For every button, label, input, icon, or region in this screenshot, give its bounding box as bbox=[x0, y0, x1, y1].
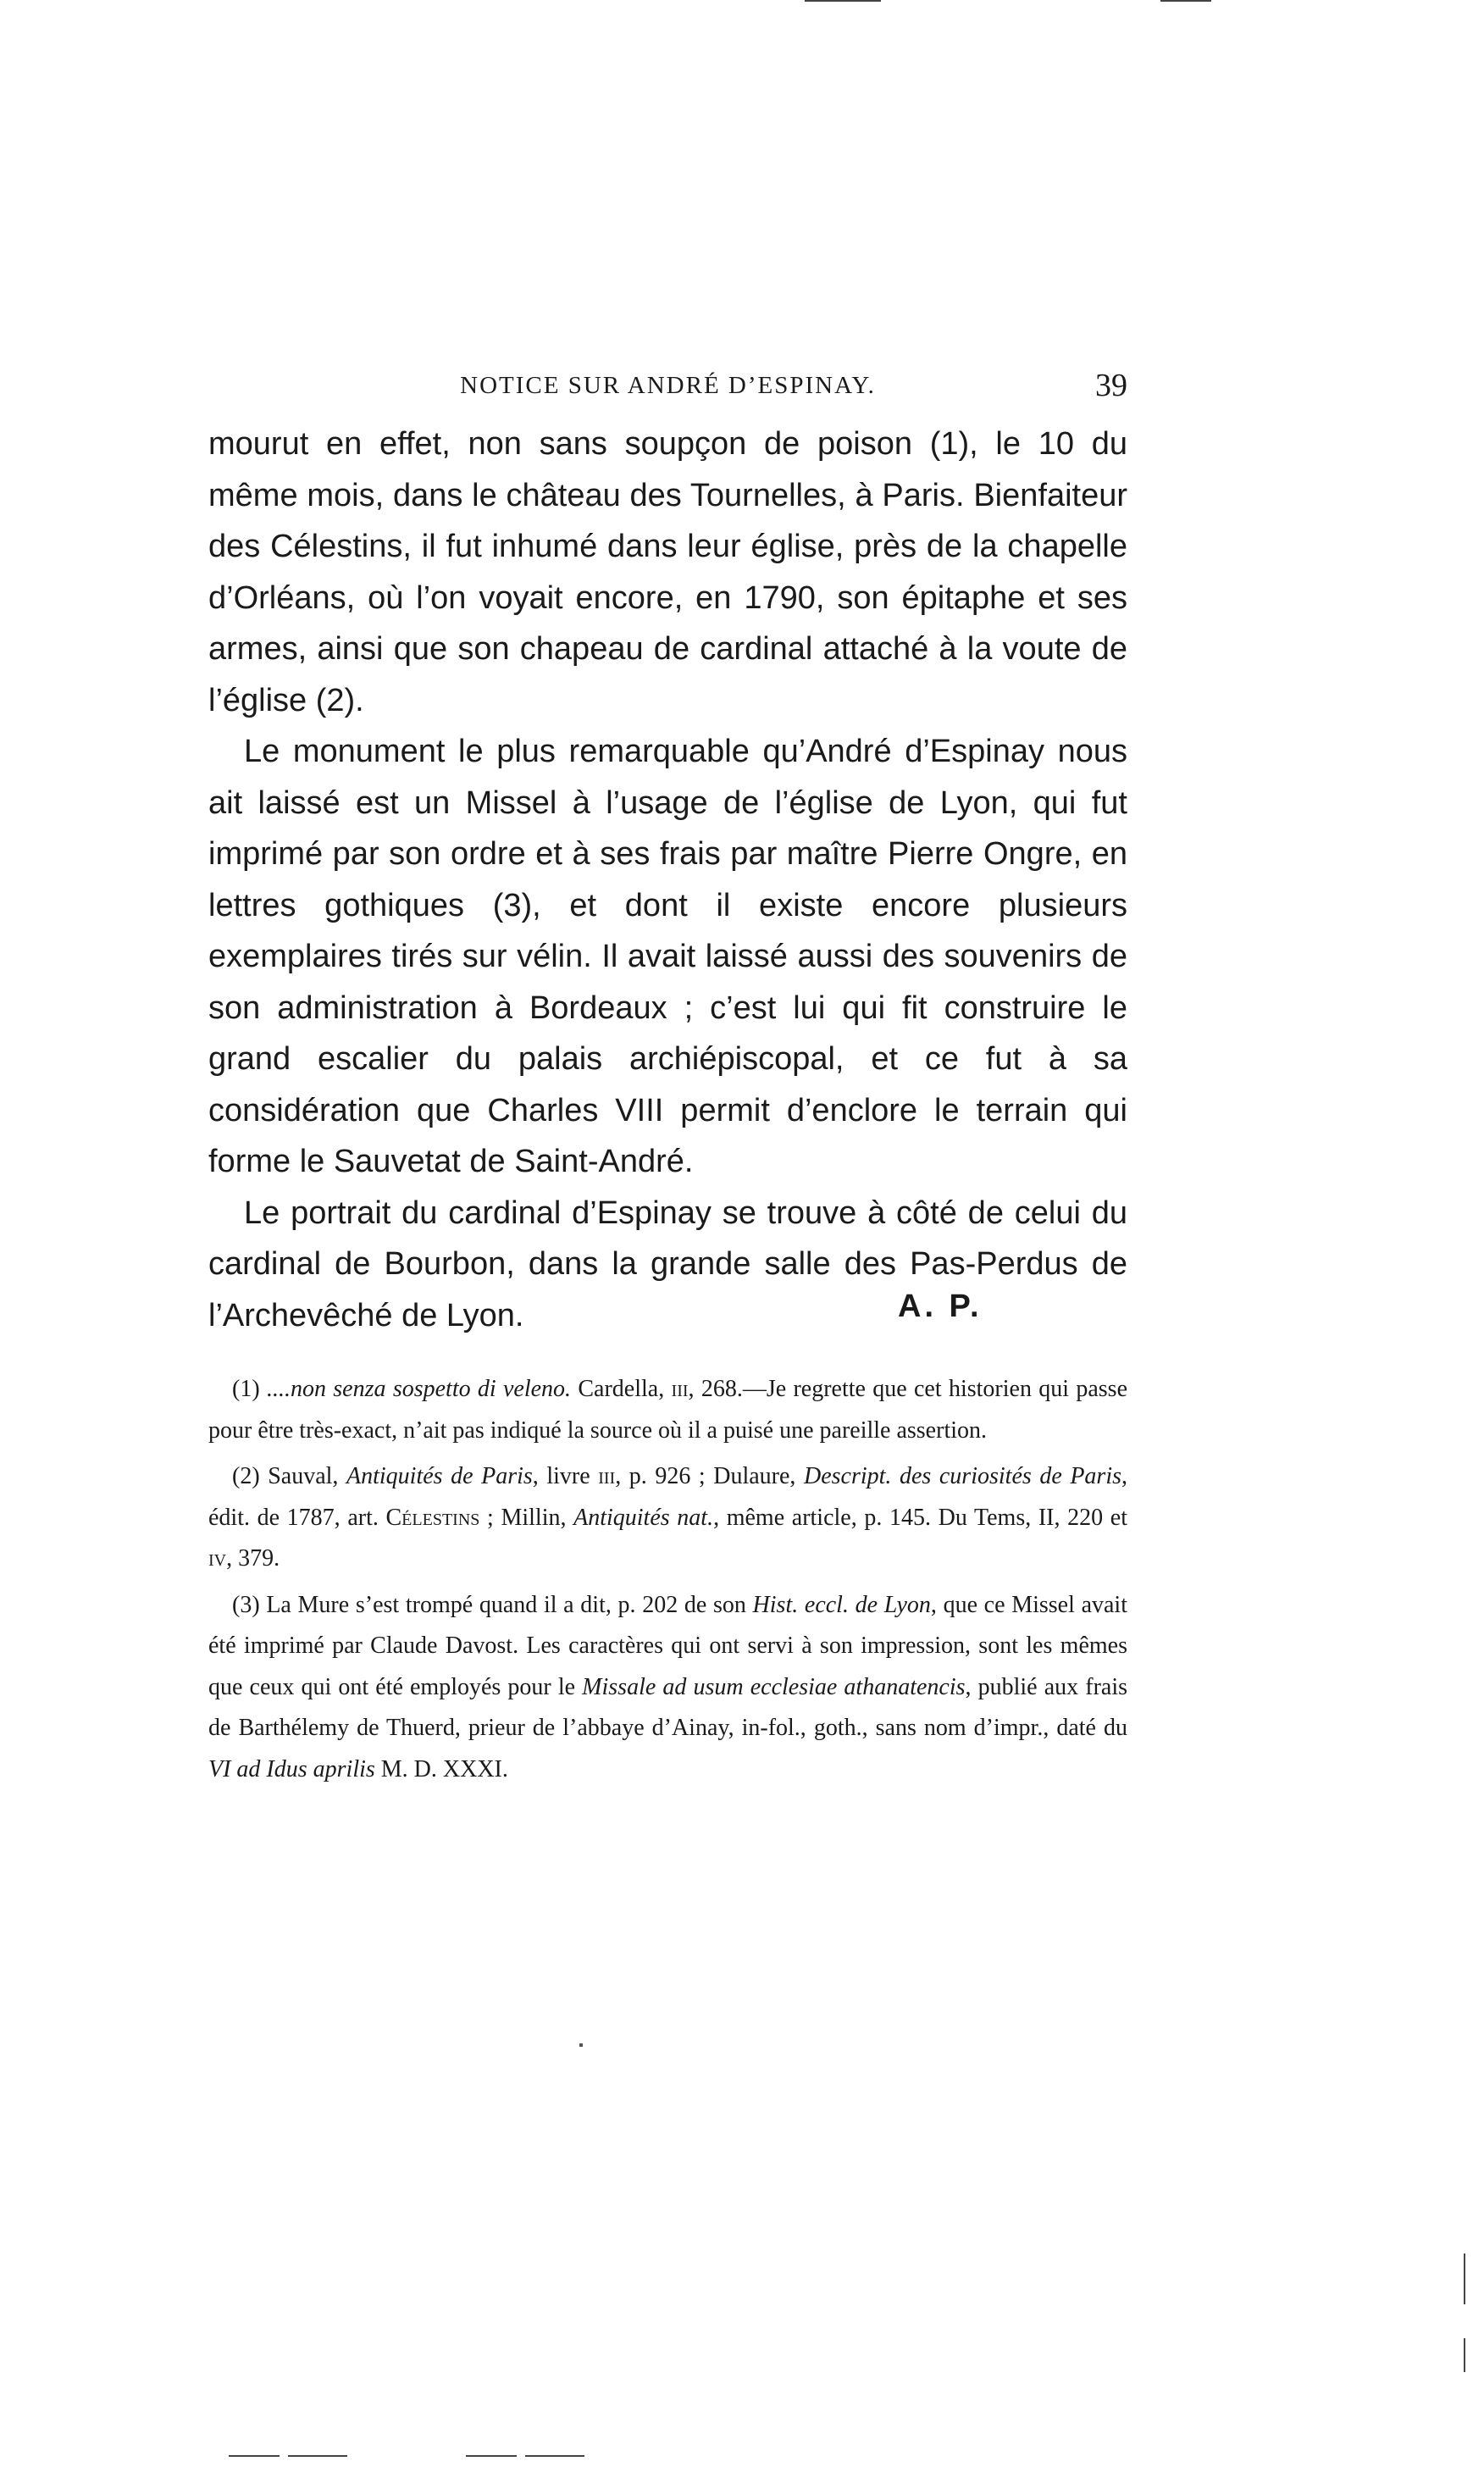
body-text bbox=[208, 419, 1127, 1341]
footnote-2-text-f: , même article, p. 145. Du Tems, bbox=[713, 1504, 1038, 1531]
paragraph-3: Le portrait du cardinal d’Espinay se trouve à côté de celui du cardinal de Bourbon, dans la grande salle des Pas-Perdus de l’Archevêché de Lyon. bbox=[208, 1195, 1127, 1333]
running-head bbox=[208, 364, 1127, 407]
running-title: NOTICE SUR ANDRÉ D’ESPINAY. bbox=[460, 372, 876, 399]
footnote-2-title-1: Antiquités de Paris bbox=[346, 1463, 533, 1489]
footnote-2-text-h: , 220 et bbox=[1054, 1504, 1127, 1531]
footnote-2-text-c: , p. 926 ; Dulaure, bbox=[615, 1463, 804, 1489]
footnote-2-text-j: , 379. bbox=[226, 1545, 280, 1572]
footnote-3 bbox=[208, 1585, 1127, 1791]
footnote-1-volume: iii bbox=[671, 1376, 689, 1402]
footnote-2-volume-1: iii bbox=[598, 1463, 616, 1489]
footnote-2-text-a: Sauval, bbox=[259, 1463, 346, 1489]
top-scan-mark bbox=[1160, 0, 1211, 2]
footnote-3-title-1: Hist. eccl. de Lyon bbox=[752, 1591, 931, 1618]
footnote-3-title-2: Missale ad usum ecclesiae athanatencis bbox=[582, 1673, 966, 1700]
bottom-scan-mark bbox=[288, 2455, 347, 2457]
bottom-scan-mark bbox=[525, 2455, 584, 2457]
footnote-2-text-d: , édit. de 1787, art. bbox=[208, 1463, 1127, 1531]
footnote-3-text-a: La Mure s’est trompé quand il a dit, p. 202 de son bbox=[259, 1591, 753, 1618]
footnote-3-text-c: , publié aux frais de Barthélemy de Thuerd, prieur de l’abbaye d’Ainay, in-fol., goth., sans nom d’impr., daté du bbox=[208, 1673, 1128, 1741]
page-number: 39 bbox=[1095, 368, 1127, 403]
stray-dot bbox=[579, 2043, 583, 2047]
footnote-2-volume-2: II bbox=[1038, 1504, 1055, 1531]
footnote-3-date: VI ad Idus aprilis bbox=[208, 1755, 375, 1782]
footnote-1-text-b: , 268.—Je regrette que cet historien qui passe pour être très-exact, n’ait pas indiqué la source où il a puisé une pareille assertion. bbox=[208, 1376, 1127, 1444]
bottom-scan-mark bbox=[229, 2455, 280, 2457]
footnote-2-volume-3: iv bbox=[208, 1545, 227, 1572]
footnote-2-title-3: Antiquités nat. bbox=[573, 1504, 714, 1531]
footnote-1-mark: (1) bbox=[232, 1376, 260, 1402]
paragraph-2: Le monument le plus remarquable qu’André d’Espinay nous ait laissé est un Missel à l’usage de l’église de Lyon, qui fut imprimé par son ordre et à ses frais par maître Pierre Ongre, en lettres gothiques (3), et dont il existe encore plusieurs exemplaires tirés sur vélin. Il avait laissé aussi des souvenirs de son administration à Bordeaux ; c’est lui qui fit construire le grand escalier du palais archiépiscopal, et ce fut à sa considération que Charles VIII permit d’enclore le terrain qui forme le Sauvetat de Saint-André. bbox=[208, 734, 1127, 1179]
bottom-scan-mark bbox=[466, 2455, 517, 2457]
footnote-2-article: Célestins bbox=[385, 1504, 480, 1531]
footnote-2-text-e: ; Millin, bbox=[479, 1504, 574, 1531]
footnote-2-title-2: Descript. des curiosités de Paris bbox=[804, 1463, 1121, 1489]
footnote-3-text-b: , que ce Missel avait été imprimé par Claude Davost. Les caractères qui ont servi à son impression, sont les mêmes que ceux qui ont été employés pour le bbox=[208, 1591, 1127, 1700]
right-scan-mark bbox=[1464, 2338, 1465, 2372]
footnote-2-mark: (2) bbox=[232, 1463, 260, 1489]
footnote-1 bbox=[208, 1369, 1127, 1451]
footnote-2 bbox=[208, 1456, 1127, 1580]
footnote-2-text-b: , livre bbox=[532, 1463, 599, 1489]
footnote-3-mark: (3) bbox=[232, 1591, 260, 1618]
footnote-1-quote: ....non senza sospetto di veleno. bbox=[266, 1376, 572, 1402]
footnotes bbox=[208, 1369, 1127, 1790]
top-scan-mark bbox=[805, 0, 881, 2]
paragraph-1: mourut en effet, non sans soupçon de poison (1), le 10 du même mois, dans le château des Tournelles, à Paris. Bienfaiteur des Célestins, il fut inhumé dans leur église, près de la chapelle d’Orléans, où l’on voyait encore, en 1790, son épitaphe et ses armes, ainsi que son chapeau de cardinal attaché à la voute de l’église (2). bbox=[208, 426, 1127, 718]
footnote-3-text-d: M. D. XXXI. bbox=[374, 1755, 508, 1782]
author-signature: A. P. bbox=[898, 1289, 983, 1324]
right-scan-mark bbox=[1464, 2253, 1465, 2304]
footnote-1-text-a: Cardella, bbox=[571, 1376, 672, 1402]
